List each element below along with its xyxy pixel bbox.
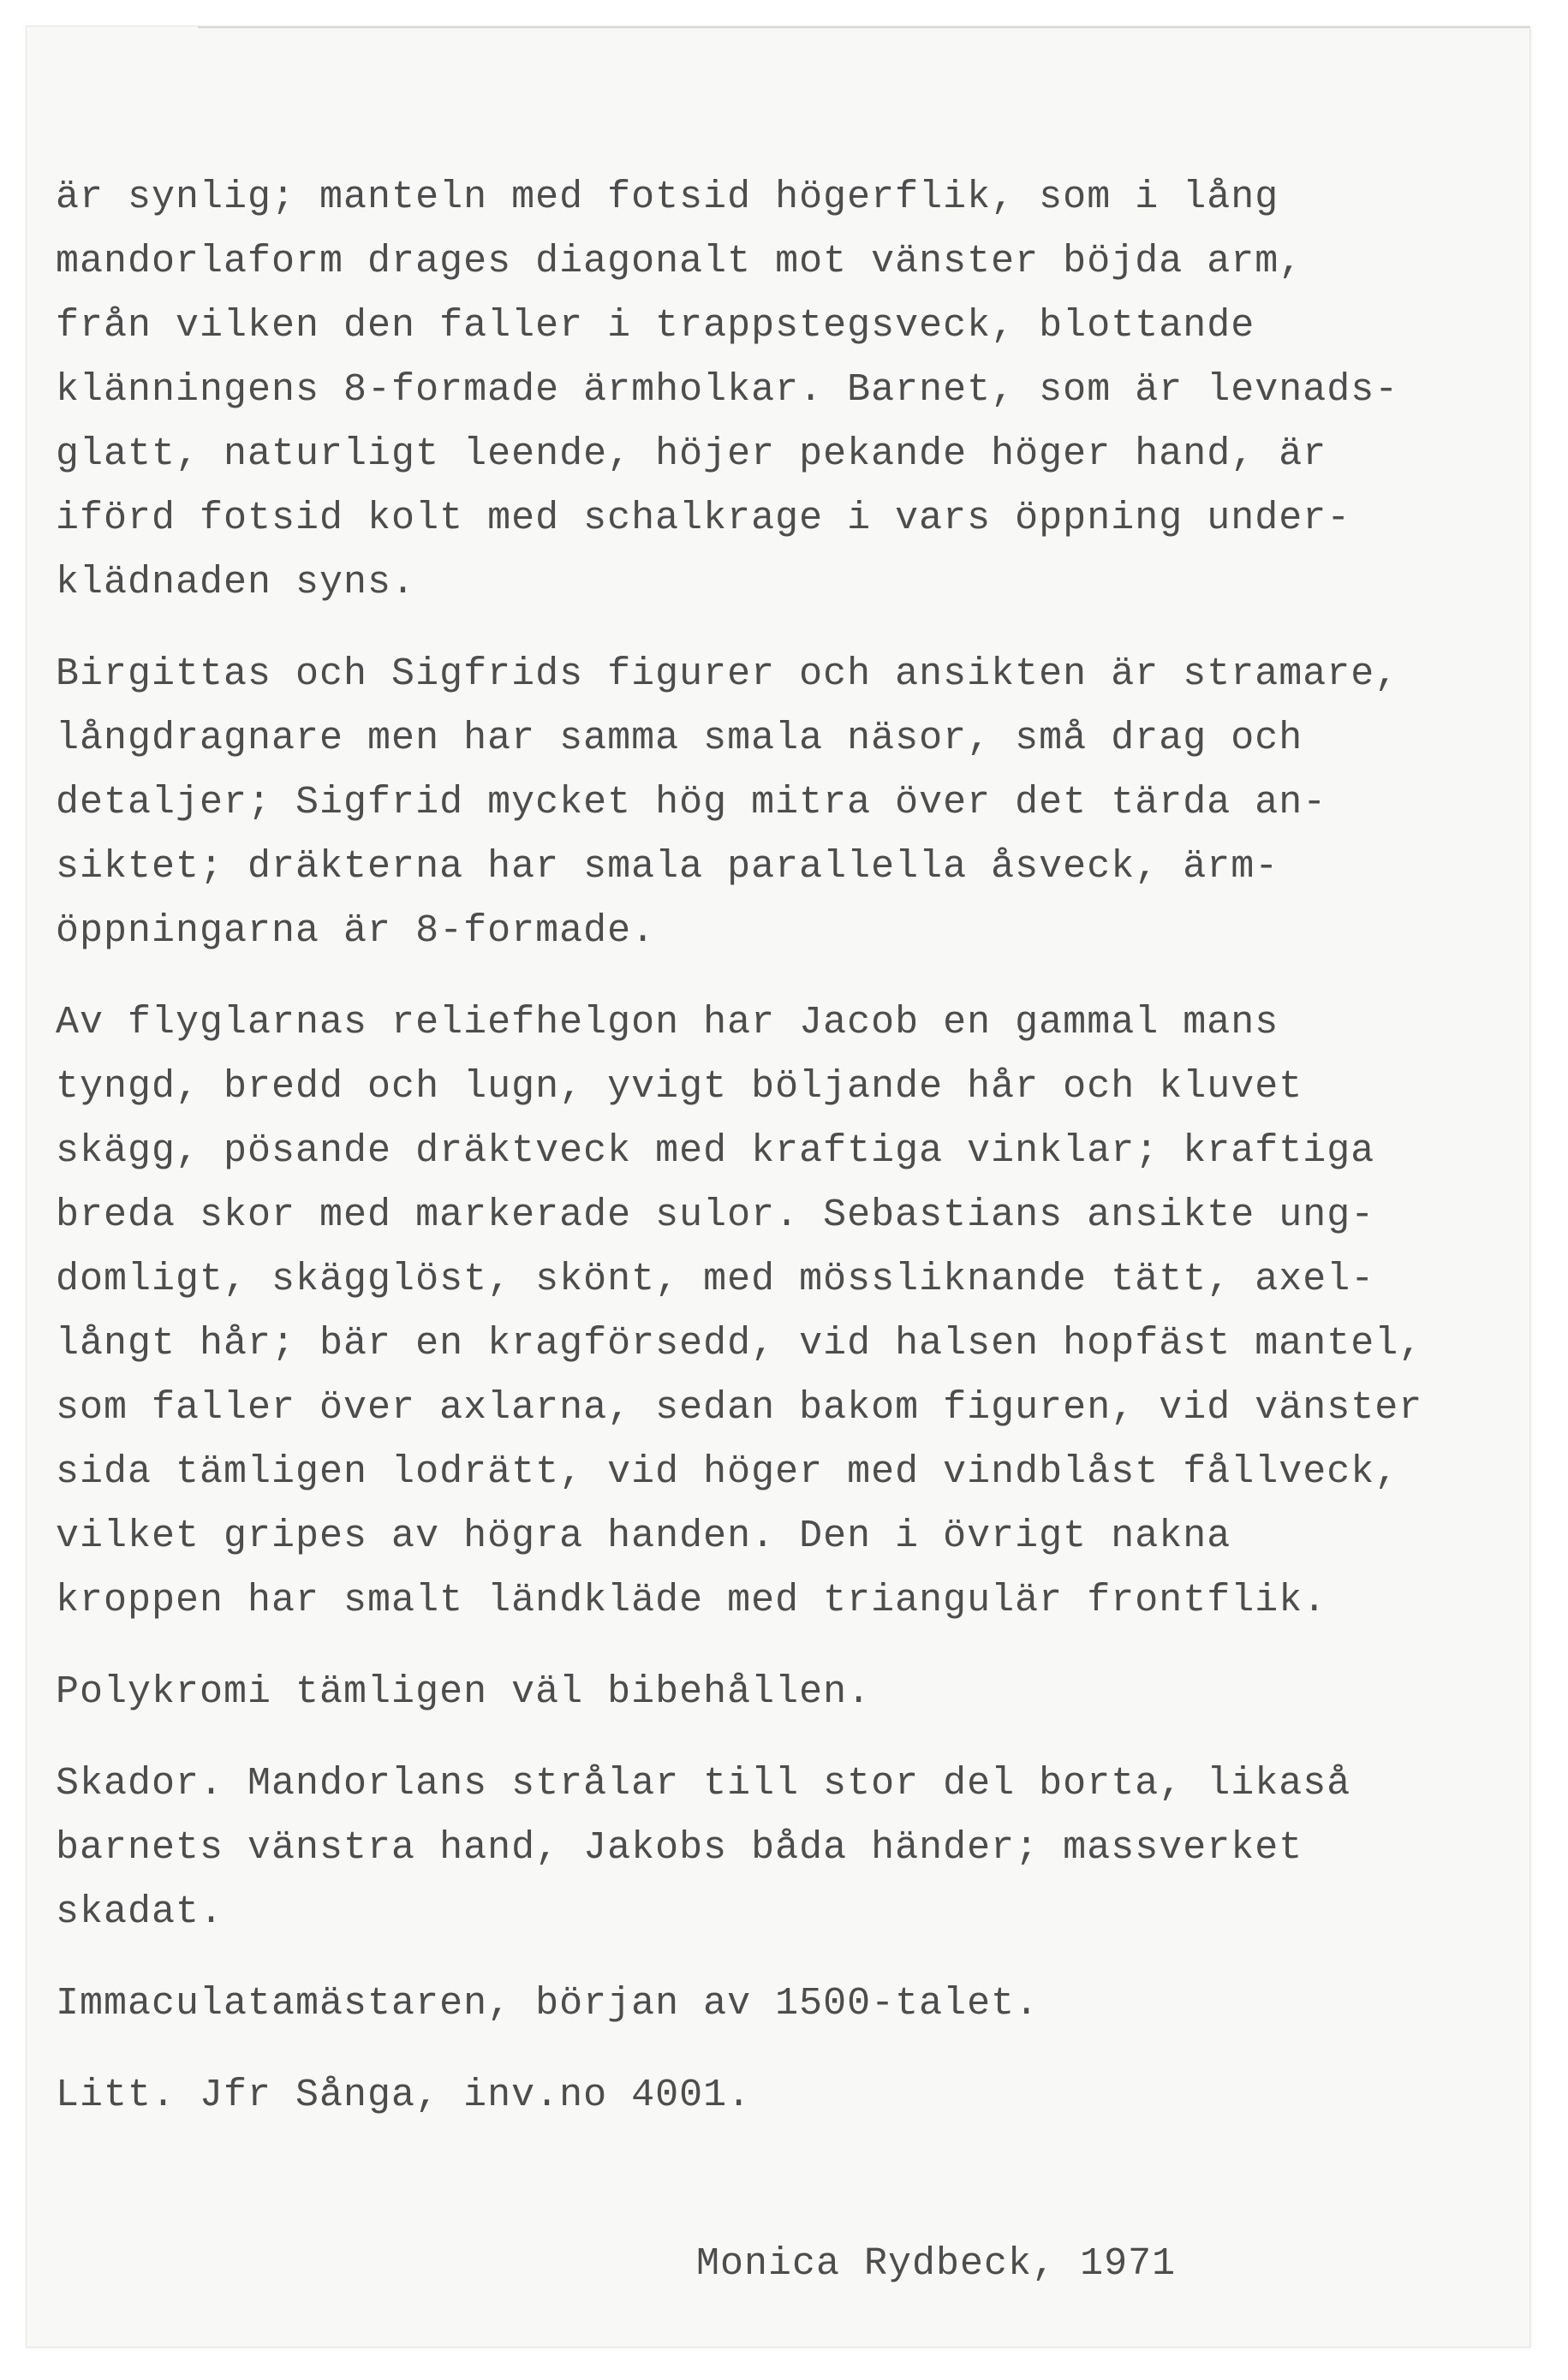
paragraph-5: [56, 1752, 1511, 1944]
paragraph-3: [56, 991, 1511, 1633]
text-line: klänningens 8-formade ärmholkar. Barnet, som är levnads-: [56, 368, 1399, 412]
text-line: siktet; dräkterna har smala parallella åsveck, ärm-: [56, 845, 1279, 889]
text-line: som faller över axlarna, sedan bakom figuren, vid vänster: [56, 1386, 1423, 1430]
text-line: Birgittas och Sigfrids figurer och ansikten är stramare,: [56, 652, 1399, 696]
paragraph-6: [56, 1972, 1511, 2036]
text-line: barnets vänstra hand, Jakobs båda händer; massverket: [56, 1826, 1303, 1870]
document-page: [26, 26, 1530, 2347]
text-line: Immaculatamästaren, början av 1500-talet.: [56, 1982, 1040, 2026]
text-line: tyngd, bredd och lugn, yvigt böljande hår och kluvet: [56, 1065, 1303, 1109]
signature: Monica Rydbeck, 1971: [696, 2242, 1177, 2286]
text-line: Litt. Jfr Sånga, inv.no 4001.: [56, 2074, 752, 2117]
text-line: sida tämligen lodrätt, vid höger med vindblåst fållveck,: [56, 1450, 1399, 1494]
text-line: från vilken den faller i trappstegsveck, blottande: [56, 304, 1255, 348]
text-line: mandorlaform drages diagonalt mot vänster böjda arm,: [56, 240, 1303, 283]
text-line: långdragnare men har samma smala näsor, små drag och: [56, 717, 1303, 760]
page-top-edge: [198, 27, 1529, 28]
paragraph-4: [56, 1660, 1511, 1724]
text-line: iförd fotsid kolt med schalkrage i vars öppning under-: [56, 497, 1351, 540]
paragraph-7: [56, 2063, 1511, 2127]
text-line: skadat.: [56, 1890, 224, 1934]
text-line: Skador. Mandorlans strålar till stor del borta, likaså: [56, 1762, 1351, 1806]
text-line: glatt, naturligt leende, höjer pekande höger hand, är: [56, 432, 1327, 476]
text-line: vilket gripes av högra handen. Den i övrigt nakna: [56, 1514, 1231, 1558]
text-line: detaljer; Sigfrid mycket hög mitra över det tärda an-: [56, 781, 1327, 824]
text-line: öppningarna är 8-formade.: [56, 909, 656, 953]
text-line: Av flyglarnas reliefhelgon har Jacob en gammal mans: [56, 1001, 1279, 1044]
paragraph-1: [56, 165, 1511, 615]
text-line: långt hår; bär en kragförsedd, vid halsen hopfäst mantel,: [56, 1322, 1423, 1366]
text-line: Polykromi tämligen väl bibehållen.: [56, 1670, 872, 1714]
document-body: [56, 165, 1511, 2155]
text-line: är synlig; manteln med fotsid högerflik, som i lång: [56, 176, 1279, 219]
text-line: domligt, skägglöst, skönt, med mössliknande tätt, axel-: [56, 1258, 1375, 1301]
text-line: breda skor med markerade sulor. Sebastians ansikte ung-: [56, 1193, 1375, 1237]
text-line: klädnaden syns.: [56, 561, 416, 604]
text-line: skägg, pösande dräktveck med kraftiga vinklar; kraftiga: [56, 1129, 1375, 1173]
text-line: kroppen har smalt ländkläde med triangulär frontflik.: [56, 1579, 1327, 1622]
paragraph-2: [56, 642, 1511, 963]
